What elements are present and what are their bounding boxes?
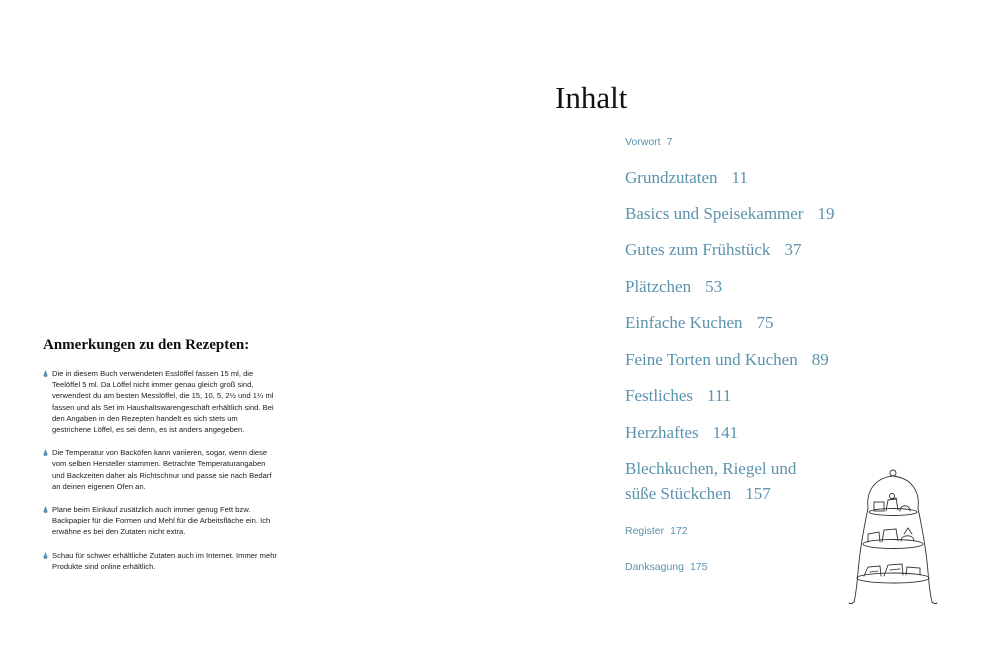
toc-entry-label: Einfache Kuchen (625, 313, 743, 332)
toc-entry-label: Vorwort (625, 136, 661, 148)
toc-entry-label: Gutes zum Frühstück (625, 240, 771, 259)
toc-title: Inhalt (555, 80, 628, 115)
toc-entry-feine-torten[interactable] (625, 347, 829, 372)
toc-entry-label: Blechkuchen, Riegel und (625, 459, 797, 478)
toc-entry-page: 19 (817, 204, 835, 223)
toc-entry-page: 11 (731, 168, 748, 187)
note-item (43, 368, 278, 435)
toc-entry-page: 7 (666, 136, 673, 148)
note-text: Schau für schwer erhältliche Zutaten auch im Internet. Immer mehr Produkte sind online erhältlich. (52, 550, 277, 571)
toc-entry-page: 172 (670, 525, 688, 537)
note-item (43, 447, 278, 492)
toc-entry-label-line2: süße Stückchen (625, 484, 732, 503)
toc-entry-page: 157 (745, 484, 771, 503)
toc-entry-page: 111 (707, 386, 732, 405)
drop-bullet-icon (43, 449, 48, 457)
toc-entry-danksagung[interactable] (625, 561, 708, 573)
toc-entry-herzhaftes[interactable] (625, 420, 738, 445)
toc-entry-page: 175 (689, 561, 708, 573)
toc-entry-register[interactable] (625, 525, 688, 537)
cake-stand-illustration (846, 468, 940, 606)
toc-entry-page: 141 (712, 423, 739, 442)
drop-bullet-icon (43, 552, 48, 560)
toc-entry-label: Festliches (625, 386, 693, 405)
toc-entry-page: 53 (705, 277, 723, 296)
toc-entry-label: Plätzchen (625, 277, 692, 296)
drop-bullet-icon (43, 370, 48, 378)
toc-entry-label: Danksagung (625, 561, 684, 573)
note-item (43, 504, 278, 538)
drop-bullet-icon (43, 506, 48, 514)
note-item (43, 550, 278, 572)
toc-entry-plaetzchen[interactable] (625, 274, 722, 299)
toc-entry-blechkuchen[interactable] (625, 456, 796, 506)
toc-entry-label: Register (625, 525, 665, 537)
toc-entry-page: 75 (756, 313, 774, 332)
toc-entry-einfache-kuchen[interactable] (625, 310, 774, 335)
toc-entry-label: Feine Torten und Kuchen (625, 350, 798, 369)
toc-entry-page: 89 (811, 350, 829, 369)
toc-entry-page: 37 (784, 240, 802, 259)
note-text: Plane beim Einkauf zusätzlich auch immer genug Fett bzw. Backpapier für die Formen und Mehl für die Arbeitsfläche ein. Ich erwähne es bei den Zutaten nicht extra. (52, 505, 271, 537)
toc-entry-grundzutaten[interactable] (625, 165, 748, 190)
recipe-notes (43, 337, 278, 584)
toc-entry-fruehstueck[interactable] (625, 237, 801, 262)
toc-entry-label: Grundzutaten (625, 168, 718, 187)
toc-entry-festliches[interactable] (625, 383, 731, 408)
toc-entry-vorwort[interactable] (625, 136, 672, 148)
toc-entry-basics[interactable] (625, 201, 834, 226)
toc-entry-label: Basics und Speisekammer (625, 204, 804, 223)
note-text: Die Temperatur von Backöfen kann variieren, sogar, wenn diese vom selben Hersteller stammen. Betrachte Temperaturangaben und Backzeiten daher als Richtschnur und passe sie nach Bedarf an deinen eigenen Ofen an. (52, 448, 272, 491)
toc-entry-label: Herzhaftes (625, 423, 699, 442)
notes-title: Anmerkungen zu den Rezepten: (43, 337, 250, 353)
note-text: Die in diesem Buch verwendeten Esslöffel fassen 15 ml, die Teelöffel 5 ml. Da Löffel nicht immer genau gleich groß sind, verwendest du am besten Messlöffel, die 15, 10, 5, 2½ und 1¼ ml fassen und als Set im Haushaltswarengeschäft erhältlich sind. Bei den Angaben in den Rezepten handelt es sich stets um gestrichene Löffel, es sei denn, es ist anders angegeben. (52, 369, 274, 435)
